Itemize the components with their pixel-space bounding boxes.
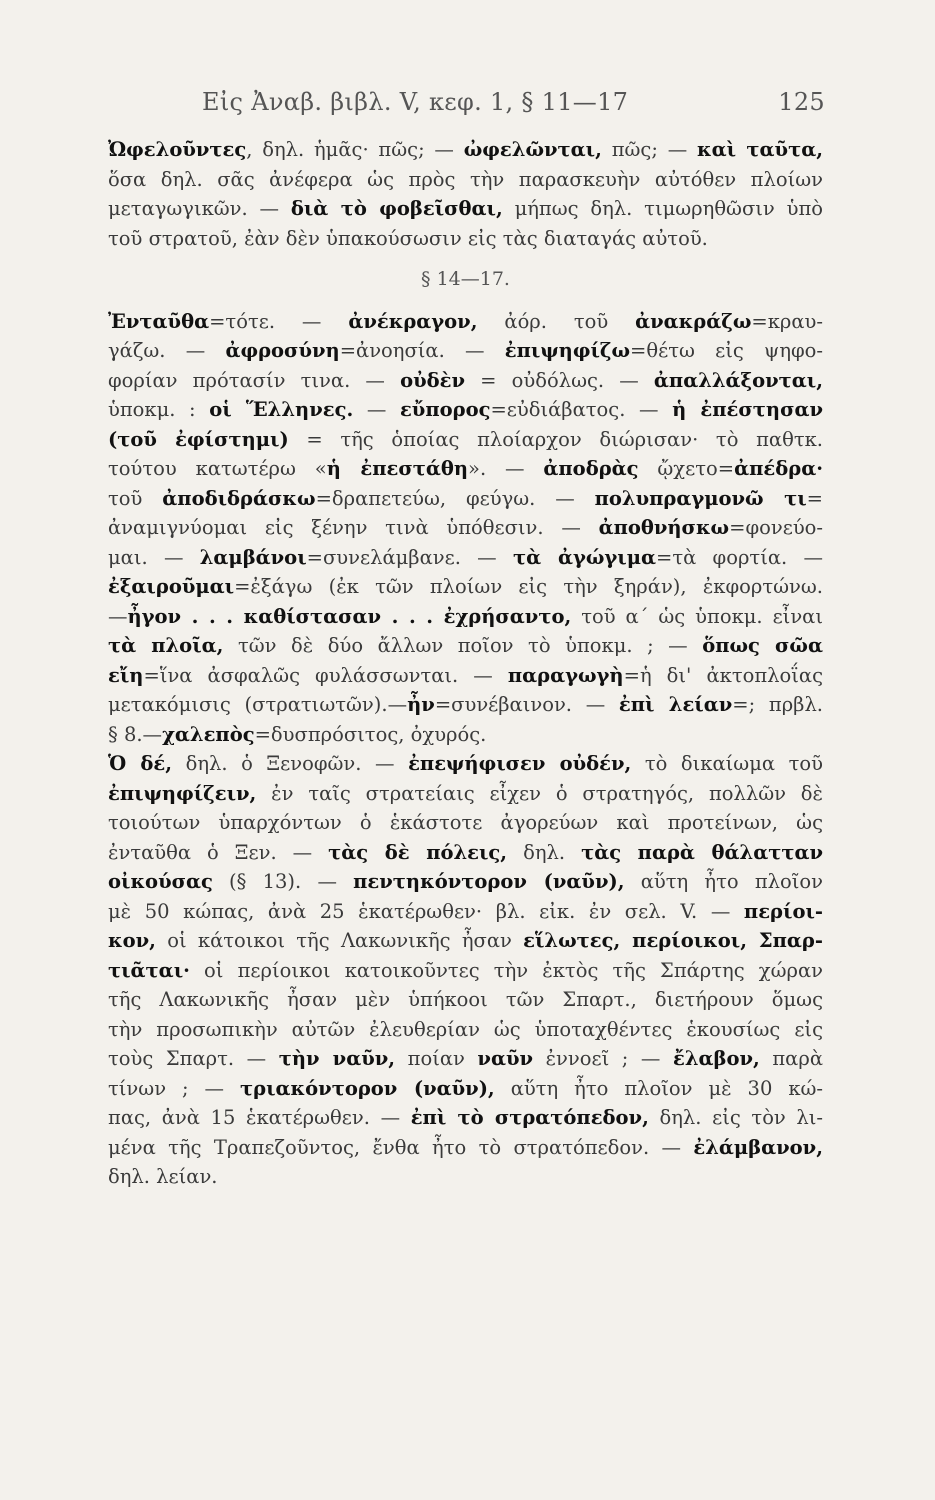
gloss: ὅσα δηλ. σᾶς ἀνέφερα ὡς πρὸς τὴν παρασκευὴν αὐτόθεν πλοίων: [108, 167, 823, 191]
lemma: ὅπως σῶα: [702, 634, 823, 657]
gloss: = τῆς ὁποίας πλοίαρχον διώρισαν· τὸ παθτκ.: [288, 427, 824, 451]
text-line: [108, 956, 823, 986]
lemma: κον,: [108, 929, 156, 952]
text-line: [108, 661, 823, 691]
lemma: ἀποδιδράσκω: [162, 486, 316, 510]
commentary-text: [108, 135, 823, 1192]
lemma: τὰ ἀγώγιμα: [512, 545, 656, 569]
lemma: ἐξαιροῦμαι: [108, 575, 235, 598]
lemma: τὰς δὲ πόλεις,: [328, 840, 508, 864]
text-line: [108, 572, 823, 602]
lemma: ἦν: [407, 693, 435, 716]
lemma: ἦγον . . . καθίστασαν . . . ἐχρήσαντο,: [127, 604, 572, 628]
gloss: μετακόμισις (στρατιωτῶν).—: [108, 693, 408, 716]
gloss: τοιούτων ὑπαρχόντων ὁ ἑκάστοτε ἀγορεύων καὶ προτείνων, ὡς: [108, 811, 823, 834]
lemma: Ἐνταῦθα: [108, 309, 210, 333]
text-line: [108, 1133, 823, 1163]
gloss: =συνέβαινον. —: [434, 693, 619, 716]
gloss: =ἵνα ἀσφαλῶς φυλάσσωνται. —: [143, 663, 508, 687]
gloss: δηλ. εἰς τὸν λι-: [648, 1106, 824, 1129]
text-line: [108, 808, 823, 838]
text-line: [108, 336, 823, 366]
gloss: τὸ δικαίωμα τοῦ: [631, 752, 823, 775]
gloss: ἀόρ. τοῦ: [477, 309, 636, 333]
gloss: =τότε. —: [209, 309, 349, 333]
gloss: ποίαν: [395, 1047, 478, 1070]
gloss: =δραπετεύω, φεύγω. —: [315, 486, 595, 510]
gloss: τοῦ: [108, 486, 163, 510]
lemma: καὶ ταῦτα,: [696, 138, 823, 161]
gloss: μαι. —: [108, 545, 200, 569]
lemma: τὰ πλοῖα,: [108, 634, 224, 657]
gloss: =: [806, 486, 823, 510]
gloss: οἱ περίοικοι κατοικοῦντες τὴν ἐκτὸς τῆς Σπάρτης χώραν: [189, 958, 823, 982]
text-line: [108, 690, 823, 720]
gloss: παρὰ: [759, 1047, 823, 1070]
gloss: τούτου κατωτέρω «: [108, 457, 327, 480]
gloss: τοῦ στρατοῦ, ἐὰν δὲν ὑπακούσωσιν εἰς τὰς διαταγάς αὐτοῦ.: [108, 226, 708, 250]
lemma: ἡ ἐπέστησαν: [672, 398, 824, 421]
gloss: ἐν ταῖς στρατείαις εἶχεν ὁ στρατηγός, πολλῶν δὲ: [256, 781, 823, 805]
gloss: πας, ἀνὰ 15 ἑκατέρωθεν. —: [108, 1106, 411, 1129]
text-line: [108, 867, 823, 897]
text-line: [108, 1074, 823, 1104]
lemma: ἡ ἐπεστάθη: [326, 457, 469, 480]
text-line: [108, 307, 823, 337]
section-heading: [108, 265, 823, 295]
lemma: χαλεπὸς: [162, 722, 255, 746]
lemma: ἐλάμβανον,: [693, 1135, 823, 1159]
gloss: =ἐξάγω (ἐκ τῶν πλοίων εἰς τὴν ξηράν), ἐκφορτώνω.: [234, 575, 823, 598]
gloss: = οὐδόλως. —: [465, 368, 654, 392]
text-line: [108, 1162, 823, 1192]
lemma: πεντηκόντορον (ναῦν),: [353, 870, 625, 893]
text-line: [108, 454, 823, 484]
gloss: τῶν δὲ δύο ἄλλων ποῖον τὸ ὑποκμ. ; —: [223, 634, 703, 657]
lemma: ἀφροσύνη: [225, 339, 340, 362]
gloss: γάζω. —: [108, 339, 226, 362]
lemma: παραγωγὴ: [507, 663, 624, 687]
text-line: [108, 1015, 823, 1045]
lemma: ἀνακράζω: [635, 309, 752, 333]
lemma: ἔλαβον,: [673, 1047, 760, 1070]
text-line: [108, 135, 823, 165]
gloss: τοῦ α΄ ὡς ὑποκμ. εἶναι: [571, 604, 823, 628]
gloss: § 8.—: [108, 722, 163, 746]
lemma: τὰς παρὰ θάλατταν: [581, 840, 823, 864]
gloss: =κραυ-: [751, 309, 823, 333]
lemma: εὔπορος: [399, 398, 491, 421]
lemma: ἐπεψήφισεν οὐδέν,: [408, 752, 632, 775]
text-line: [108, 838, 823, 868]
lemma: τιᾶται·: [108, 958, 190, 982]
lemma: ἐπιψηφίζω: [504, 339, 631, 362]
lemma: εἴη: [108, 663, 144, 687]
gloss: μὲ 50 κώπας, ἀνὰ 25 ἑκατέρωθεν· βλ. εἰκ. ἐν σελ. V. —: [108, 899, 744, 923]
gloss: ». —: [468, 457, 544, 480]
text-line: [108, 1044, 823, 1074]
text-line: [108, 779, 823, 809]
lemma: περίοι-: [743, 899, 823, 923]
lemma: ἀπέδρα·: [734, 457, 824, 480]
gloss: τῆς Λακωνικῆς ἦσαν μὲν ὑπήκοοι τῶν Σπαρτ., διετήρουν ὅμως: [108, 988, 823, 1011]
lemma: τριακόντορον (ναῦν),: [240, 1076, 495, 1100]
lemma: ἐπιψηφίζειν,: [108, 781, 257, 805]
gloss: ὑποκμ. :: [108, 398, 210, 421]
gloss: τίνων ; —: [108, 1076, 241, 1100]
gloss: ᾤχετο=: [638, 457, 735, 480]
gloss: δηλ.: [507, 840, 582, 864]
lemma: οἱ Ἕλληνες.: [209, 398, 354, 421]
lemma: Ὁ δέ,: [108, 752, 173, 775]
text-line: [108, 985, 823, 1015]
gloss: αὕτη ἦτο πλοῖον: [624, 870, 823, 893]
gloss: =ἀνοησία. —: [339, 339, 505, 362]
gloss: , δηλ. ἡμᾶς· πῶς; —: [246, 138, 464, 161]
gloss: μήπως δηλ. τιμωρηθῶσιν ὑπὸ: [502, 197, 823, 220]
text-line: [108, 194, 823, 224]
gloss: ἀναμιγνύομαι εἰς ξένην τινὰ ὑπόθεσιν. —: [108, 516, 599, 539]
lemma: πολυπραγμονῶ τι: [594, 486, 807, 510]
gloss: =τὰ φορτία. —: [655, 545, 823, 569]
gloss: φορίαν πρότασίν τινα. —: [108, 368, 401, 392]
lemma: (τοῦ ἐφίστημι): [108, 427, 289, 451]
gloss: πῶς; —: [601, 138, 697, 161]
text-line: [108, 425, 823, 455]
running-title: Εἰς Ἀναβ. βιβλ. V, κεφ. 1, § 11—17: [202, 88, 629, 116]
gloss: =; πρβλ.: [732, 693, 824, 716]
gloss: =ἡ δι' ἀκτοπλοΐας: [623, 663, 824, 687]
gloss: μεταγωγικῶν. —: [108, 197, 291, 220]
lemma: ἀποθνήσκω: [598, 516, 730, 539]
lemma: ἀνέκραγον,: [348, 309, 478, 333]
text-line: [108, 926, 823, 956]
gloss: =συνελάμβανε. —: [306, 545, 513, 569]
gloss: § 14—17.: [421, 268, 510, 290]
gloss: =εὐδιάβατος. —: [490, 398, 673, 421]
lemma: τὴν ναῦν,: [278, 1047, 396, 1070]
gloss: δηλ. ὁ Ξενοφῶν. —: [172, 752, 409, 775]
page-number: 125: [778, 88, 825, 116]
text-line: [108, 749, 823, 779]
gloss: —: [353, 398, 400, 421]
text-line: [108, 602, 823, 632]
text-line: [108, 897, 823, 927]
gloss: τοὺς Σπαρτ. —: [108, 1047, 279, 1070]
lemma: λαμβάνοι: [199, 545, 307, 569]
lemma: ἀπαλλάξονται,: [653, 368, 823, 392]
lemma: οὐδὲν: [400, 368, 466, 392]
lemma: Ὠφελοῦντες: [108, 138, 247, 161]
text-line: [108, 395, 823, 425]
gloss: ἐνταῦθα ὁ Ξεν. —: [108, 840, 329, 864]
lemma: ναῦν: [477, 1047, 534, 1070]
gloss: ἐννοεῖ ; —: [533, 1047, 673, 1070]
text-line: [108, 224, 823, 254]
text-line: [108, 165, 823, 195]
gloss: οἱ κάτοικοι τῆς Λακωνικῆς ἦσαν: [155, 929, 524, 952]
gloss: δηλ. λείαν.: [108, 1165, 218, 1188]
lemma: ἐπὶ τὸ στρατόπεδον,: [410, 1106, 649, 1129]
lemma: ὠφελῶνται,: [463, 138, 602, 161]
gloss: =δυσπρόσιτος, ὀχυρός.: [254, 722, 487, 746]
gloss: —: [108, 604, 128, 628]
lemma: οἰκούσας: [108, 870, 213, 893]
gloss: (§ 13). —: [212, 870, 354, 893]
gloss: μένα τῆς Τραπεζοῦντος, ἔνθα ἦτο τὸ στρατόπεδον. —: [108, 1135, 694, 1159]
text-line: [108, 543, 823, 573]
lemma: διὰ τὸ φοβεῖσθαι,: [290, 197, 503, 220]
lemma: εἵλωτες, περίοικοι, Σπαρ-: [523, 929, 823, 952]
text-line: [108, 484, 823, 514]
text-line: [108, 366, 823, 396]
gloss: =θέτω εἰς ψηφο-: [630, 339, 823, 362]
text-line: [108, 631, 823, 661]
text-line: [108, 1103, 823, 1133]
lemma: ἐπὶ λείαν: [618, 693, 733, 716]
lemma: ἀποδρὰς: [543, 457, 639, 480]
gloss: αὕτη ἦτο πλοῖον μὲ 30 κώ-: [494, 1076, 823, 1100]
text-line: [108, 513, 823, 543]
text-line: [108, 720, 823, 750]
gloss: τὴν προσωπικὴν αὐτῶν ἐλευθερίαν ὡς ὑποταχθέντες ἑκουσίως εἰς: [108, 1017, 823, 1041]
gloss: =φονεύο-: [729, 516, 823, 539]
